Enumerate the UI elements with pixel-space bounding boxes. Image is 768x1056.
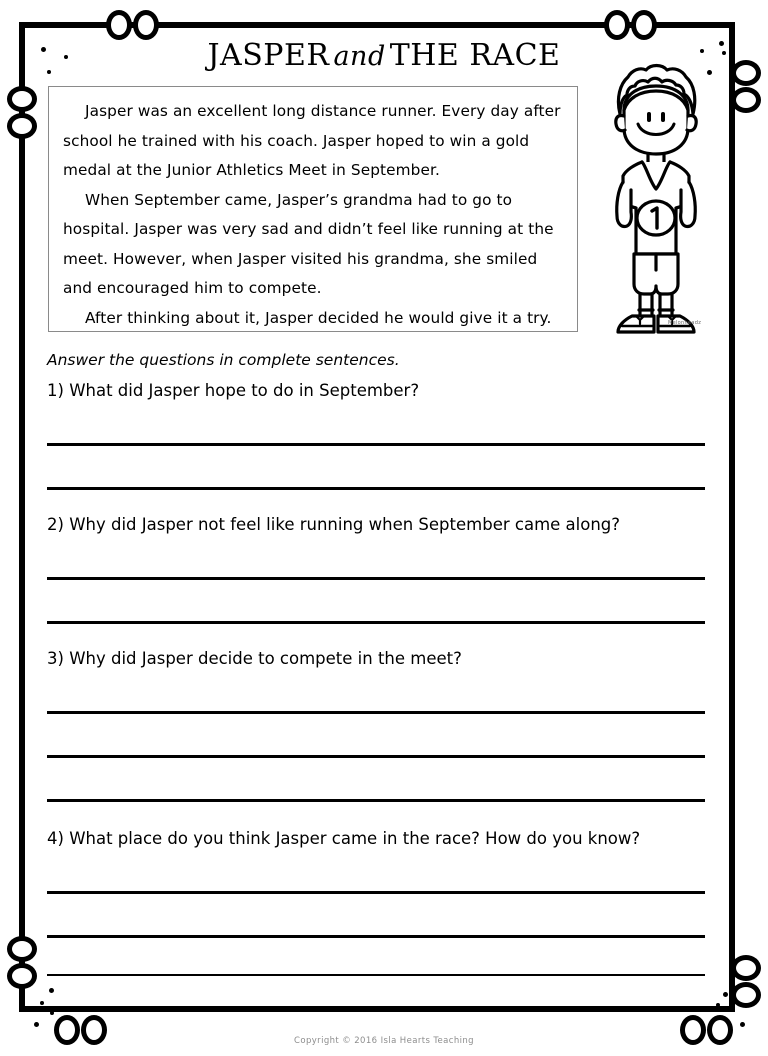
question-4-text: What place do you think Jasper came in the race? How do you know?: [69, 829, 641, 848]
question-2: [47, 515, 620, 534]
border-bead-top-left-b: [133, 10, 159, 40]
question-4-number: 4): [47, 829, 64, 848]
answer-line-q3-2[interactable]: [47, 755, 705, 758]
answer-line-q3-3[interactable]: [47, 799, 705, 802]
question-1-number: 1): [47, 381, 64, 400]
border-bead-top-right-a: [604, 10, 630, 40]
answer-line-q2-1[interactable]: [47, 577, 705, 580]
title-part-2: THE RACE: [389, 38, 561, 73]
title-conjunction: and: [333, 41, 386, 72]
question-2-text: Why did Jasper not feel like running when September came along?: [69, 515, 621, 534]
instruction-text: Answer the questions in complete sentences.: [47, 351, 400, 369]
border-bead-left-bottom-b: [7, 963, 37, 989]
question-3-text: Why did Jasper decide to compete in the meet?: [69, 649, 462, 668]
passage-paragraph-3: After thinking about it, Jasper decided he would give it a try.: [85, 308, 552, 327]
copyright-footer: Copyright © 2016 Isla Hearts Teaching: [294, 1036, 474, 1046]
answer-line-q4-3[interactable]: [47, 974, 705, 976]
question-3-number: 3): [47, 649, 64, 668]
answer-line-q4-2[interactable]: [47, 935, 705, 938]
answer-line-q1-1[interactable]: [47, 443, 705, 446]
question-2-number: 2): [47, 515, 64, 534]
border-bead-left-top-a: [7, 86, 37, 112]
question-4: [47, 829, 640, 848]
border-bead-top-left-a: [106, 10, 132, 40]
answer-line-q1-2[interactable]: [47, 487, 705, 490]
border-dot-br-4: [740, 1022, 745, 1027]
answer-line-q3-1[interactable]: [47, 711, 705, 714]
border-bead-right-bottom-b: [731, 982, 761, 1008]
border-bead-right-top-b: [731, 87, 761, 113]
border-dot-bl-4: [34, 1022, 39, 1027]
border-bead-top-right-b: [631, 10, 657, 40]
question-1: [47, 381, 419, 400]
border-dot-bl-3: [50, 1011, 54, 1015]
border-dot-br-3: [731, 1008, 735, 1012]
border-dot-br-2: [716, 1003, 720, 1007]
boy-runner-illustration: [596, 58, 716, 334]
artist-signature: Melonheadz: [668, 320, 702, 326]
question-3: [47, 649, 462, 668]
border-dot-bl-2: [40, 1001, 44, 1005]
passage-paragraph-2: When September came, Jasper’s grandma had to go to hospital. Jasper was very sad and didn’t feel like running at the meet. However, when Jasper visited his grandma, she smiled and encouraged him to compete.: [63, 190, 554, 297]
border-dot-br-1: [723, 992, 728, 997]
answer-line-q2-2[interactable]: [47, 621, 705, 624]
border-bead-right-bottom-a: [731, 955, 761, 981]
border-dot-bl-1: [49, 988, 54, 993]
answer-line-q4-1[interactable]: [47, 891, 705, 894]
question-1-text: What did Jasper hope to do in September?: [69, 381, 420, 400]
passage-paragraph-1: Jasper was an excellent long distance runner. Every day after school he trained with his coach. Jasper hoped to win a gold medal at the Junior Athletics Meet in September.: [63, 102, 561, 179]
title-part-1: JASPER: [207, 38, 330, 73]
border-bead-left-bottom-a: [7, 936, 37, 962]
border-bead-left-top-b: [7, 113, 37, 139]
reading-passage-box: [48, 86, 578, 332]
